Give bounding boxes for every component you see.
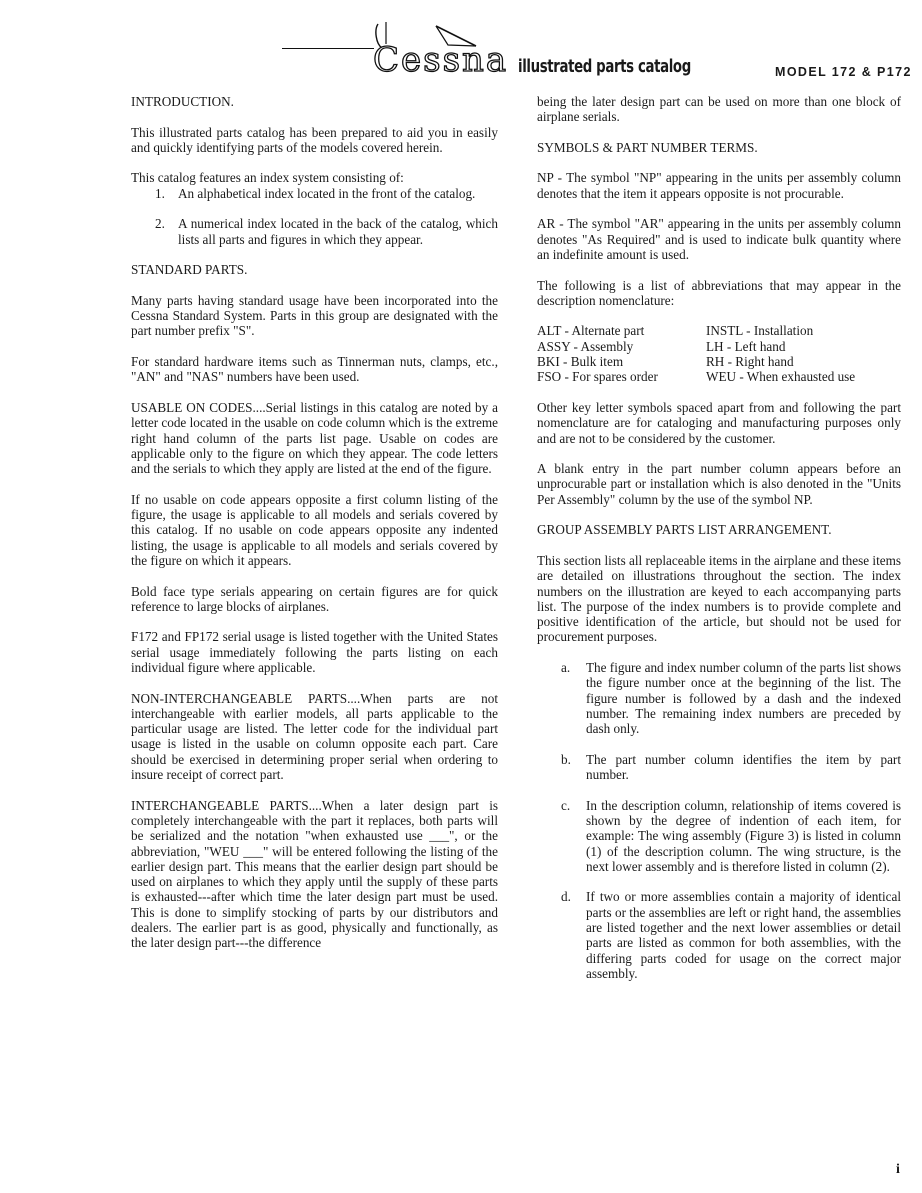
list-item-text: If two or more assemblies contain a majority of identical parts or the assemblies are left or right hand, the assemblies are listed together and the next lower assemblies or detail parts are listed as common for both assemblies, with the differing parts coded for usage on the correct major assembly. <box>586 889 901 981</box>
table-row <box>537 369 901 384</box>
list-item-text: In the description column, relationship of items covered is shown by the degree of indention of each item, for example: The wing assembly (Figure 3) is listed in column (1) of the description column. The wing structure, is the next lower assembly and is therefore listed in column (2). <box>586 797 901 874</box>
group-assembly-paragraph: This section lists all replaceable items in the airplane and these items are detailed on illustrations throughout the section. The index numbers on the illustration are keyed to each accompanying parts list. The purpose of the index numbers is to provide complete and positive identification of the article, but should not be used for procurement purposes. <box>537 552 901 645</box>
table-row <box>537 354 901 369</box>
list-marker: c. <box>561 797 571 813</box>
model-label: MODEL 172 & P172 <box>775 65 912 79</box>
list-item-text: The part number column identifies the item by part number. <box>586 751 901 783</box>
standard-hardware-paragraph: For standard hardware items such as Tinnerman nuts, clamps, etc., "AN" and "NAS" numbers have been used. <box>131 354 498 385</box>
group-assembly-heading: GROUP ASSEMBLY PARTS LIST ARRANGEMENT. <box>537 522 832 538</box>
usable-on-codes-paragraph: USABLE ON CODES....Serial listings in this catalog are noted by a letter code located in the usable on code column which is the extreme right hand column of the parts list page. Usable on codes are applicable only to the figure on which they appear. The code letters and the serials to which they apply are listed at the end of the figure. <box>131 399 498 477</box>
abbreviations-intro-paragraph: The following is a list of abbreviations that may appear in the description nomenclature: <box>537 277 901 308</box>
f172-paragraph: F172 and FP172 serial usage is listed together with the United States serial usage immediately following the parts listing on each individual figure where applicable. <box>131 629 498 675</box>
index-system-paragraph: This catalog features an index system consisting of: <box>131 170 404 186</box>
list-item-text: A numerical index located in the back of the catalog, which lists all parts and figures in which they appear. <box>178 216 498 247</box>
logo-rule <box>282 48 374 49</box>
table-cell: LH - Left hand <box>706 338 786 354</box>
lettered-list-item <box>537 798 901 874</box>
page-header <box>0 0 922 95</box>
lettered-list-item <box>537 752 901 783</box>
abbreviations-table <box>537 323 901 384</box>
list-marker: d. <box>561 889 571 905</box>
table-cell: INSTL - Installation <box>706 323 814 339</box>
ar-paragraph: AR - The symbol "AR" appearing in the units per assembly column denotes "As Required" and is used to indicate bulk quantity where an indefinite amount is used. <box>537 216 901 262</box>
left-column <box>131 94 498 951</box>
list-marker: b. <box>561 751 571 767</box>
list-item-text: The figure and index number column of the parts list shows the figure number once at the beginning of the list. The figure number is followed by a dash and the indexed number. The remaining index numbers are preceded by dash only. <box>586 659 901 737</box>
np-paragraph: NP - The symbol "NP" appearing in the units per assembly column denotes that the item it appears opposite is not procurable. <box>537 170 901 201</box>
table-cell: WEU - When exhausted use <box>706 369 856 385</box>
interchangeable-paragraph: INTERCHANGEABLE PARTS....When a later design part is completely interchangeable with the part it replaces, both parts will be serialized and the notation "when exhausted use ___", or the abbreviation, "WEU ___" will be entered following the listing of the earlier design part. This means that the earlier design part should be used on airplanes to which they apply until the supply of these parts is exhausted---after which time the later design part must be used. This is done to simplify stocking of parts by our distributors and dealers. The earlier part is as good, physically and functionally, as the later design part---the difference <box>131 797 498 951</box>
introduction-heading: INTRODUCTION. <box>131 94 234 109</box>
right-column <box>537 94 901 981</box>
table-cell: FSO - For spares order <box>537 369 658 385</box>
table-row <box>537 339 901 354</box>
index-list-item <box>131 216 498 247</box>
index-list-item <box>131 186 498 201</box>
table-cell: BKI - Bulk item <box>537 354 624 370</box>
non-interchangeable-paragraph: NON-INTERCHANGEABLE PARTS....When parts are not interchangeable with earlier models, all parts applicable to the particular usage are listed. The letter code for the individual part usage is listed in the usable on column opposite each part. Care should be exercised in determining proper serial when ordering to insure receipt of correct part. <box>131 690 498 783</box>
intro-paragraph: This illustrated parts catalog has been prepared to aid you in easily and quickly identifying parts of the models covered herein. <box>131 124 498 155</box>
page-number: i <box>896 1162 900 1177</box>
list-marker: 2. <box>155 216 165 232</box>
table-cell: ASSY - Assembly <box>537 338 634 354</box>
table-cell: RH - Right hand <box>706 354 794 370</box>
blank-entry-paragraph: A blank entry in the part number column appears before an unprocurable part or installation which is also denoted in the "Units Per Assembly" column by the use of the symbol NP. <box>537 461 901 507</box>
usable-on-code-usage-paragraph: If no usable on code appears opposite a first column listing of the figure, the usage is applicable to all models and serials covered by this catalog. If no usable on code appears opposite any indented listing, the usage is applicable to all models and serials covered by the figure on which it appears. <box>131 491 498 568</box>
bold-face-paragraph: Bold face type serials appearing on certain figures are for quick reference to large blocks of airplanes. <box>131 583 498 614</box>
brand-logo: Cessna <box>373 40 509 80</box>
continuation-paragraph: being the later design part can be used on more than one block of airplane serials. <box>537 94 901 125</box>
list-marker: 1. <box>155 185 165 201</box>
standard-parts-heading: STANDARD PARTS. <box>131 262 248 278</box>
list-item-text: An alphabetical index located in the front of the catalog. <box>178 185 476 201</box>
key-letter-paragraph: Other key letter symbols spaced apart from and following the part nomenclature are for cataloging and manufacturing purposes only and are not to be considered by the customer. <box>537 399 901 446</box>
catalog-title: illustrated parts catalog <box>518 56 691 77</box>
symbols-heading: SYMBOLS & PART NUMBER TERMS. <box>537 139 758 155</box>
list-marker: a. <box>561 659 571 675</box>
standard-parts-paragraph: Many parts having standard usage have been incorporated into the Cessna Standard System. Parts in this group are designated with the part number prefix "S". <box>131 292 498 339</box>
lettered-list-item <box>537 660 901 736</box>
table-cell: ALT - Alternate part <box>537 323 645 339</box>
lettered-list-item <box>537 889 901 981</box>
table-row <box>537 323 901 338</box>
